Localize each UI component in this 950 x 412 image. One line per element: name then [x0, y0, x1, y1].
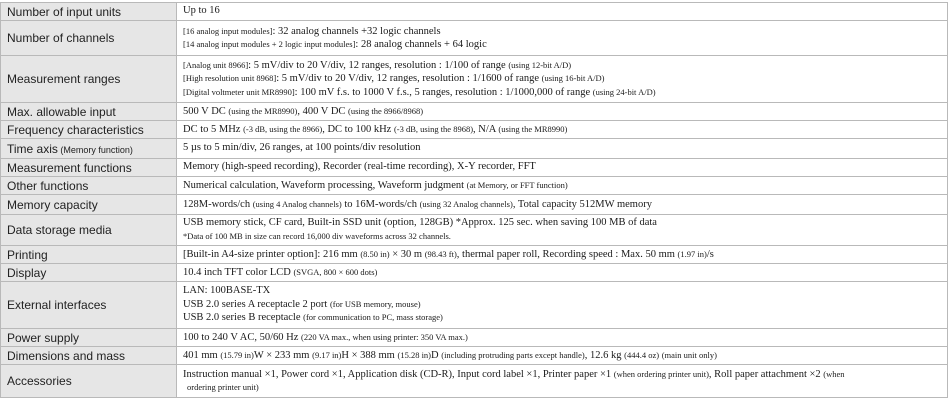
spec-value-line	[183, 349, 947, 363]
spec-value-text: 128M-words/ch	[183, 198, 253, 210]
spec-row-time-axis	[1, 139, 948, 159]
spec-value-line	[183, 230, 947, 244]
spec-value-line	[183, 72, 947, 86]
spec-label-display	[1, 264, 177, 282]
spec-label-text: Measurement ranges	[7, 72, 121, 86]
spec-label-time-axis	[1, 139, 177, 159]
spec-label-text: Time axis	[7, 141, 58, 156]
spec-value-note: [High resolution unit 8968]	[183, 73, 277, 84]
spec-value-line	[183, 142, 947, 155]
spec-value-number-of-input-units	[177, 3, 948, 21]
spec-value-text: : 5 mV/div to 20 V/div, 12 ranges, resolution : 1/1600 of range	[276, 73, 542, 85]
spec-value-line	[183, 368, 947, 382]
spec-value-data-storage-media	[177, 215, 948, 246]
spec-value-note: (using the MR8990)	[498, 123, 568, 134]
spec-value-text: : 100 mV f.s. to 1000 V f.s., 5 ranges, resolution : 1/1000,000 of range	[294, 86, 593, 98]
spec-label-external-interfaces	[1, 282, 177, 329]
spec-value-line	[183, 248, 947, 262]
spec-value-line	[183, 217, 947, 230]
spec-value-memory-capacity	[177, 195, 948, 215]
spec-row-number-of-input-units	[1, 3, 948, 21]
spec-label-other-functions	[1, 177, 177, 195]
spec-label-memory-capacity	[1, 195, 177, 215]
spec-label-dimensions-and-mass	[1, 347, 177, 365]
spec-value-text: Memory (high-speed recording), Recorder (real-time recording), X-Y recorder, FFT	[183, 161, 536, 173]
spec-label-text: Max. allowable input	[7, 104, 116, 119]
spec-label-text: Measurement functions	[7, 160, 132, 175]
spec-value-line	[183, 38, 947, 52]
spec-value-text: Up to 16	[183, 5, 220, 17]
spec-value-note: (15.28 in)	[397, 349, 432, 360]
spec-label-text: Printing	[7, 247, 48, 262]
spec-row-display	[1, 264, 948, 282]
spec-value-line	[183, 198, 947, 212]
spec-value-line	[183, 123, 947, 137]
spec-value-line	[183, 86, 947, 100]
spec-row-measurement-ranges	[1, 56, 948, 103]
spec-value-text: 100 to 240 V AC, 50/60 Hz	[183, 331, 302, 343]
spec-value-line	[183, 285, 947, 298]
spec-value-number-of-channels	[177, 21, 948, 56]
spec-value-measurement-functions	[177, 159, 948, 177]
spec-value-note: (main unit only)	[661, 349, 717, 360]
spec-value-note: *Data of 100 MB in size can record 16,000 div waveforms across 32 channels.	[183, 230, 451, 241]
spec-value-text: 10.4 inch TFT color LCD	[183, 266, 294, 278]
spec-label-power-supply	[1, 329, 177, 347]
spec-value-text: DC to 5 MHz	[183, 123, 244, 135]
spec-row-measurement-functions	[1, 159, 948, 177]
spec-value-text: , thermal paper roll, Recording speed : Max. 50 mm	[456, 248, 678, 260]
spec-value-line	[183, 59, 947, 73]
spec-value-note: (for communication to PC, mass storage)	[303, 312, 443, 323]
spec-value-note: (using 4 Analog channels)	[252, 198, 342, 209]
spec-value-line	[183, 179, 947, 193]
spec-value-text: , DC to 100 kHz	[322, 123, 394, 135]
spec-value-note: (at Memory, or FFT function)	[466, 179, 568, 190]
specifications-table	[0, 2, 948, 398]
spec-value-text: USB 2.0 series B receptacle	[183, 312, 304, 324]
spec-value-note: (98.43 ft)	[424, 248, 457, 259]
spec-value-note: (using 16-bit A/D)	[541, 73, 605, 84]
spec-row-external-interfaces	[1, 282, 948, 329]
spec-label-number-of-channels	[1, 21, 177, 56]
spec-value-note: (444.4 oz)	[624, 349, 660, 360]
spec-value-note: (1.97 in)	[677, 248, 707, 259]
spec-value-text: 5 µs to 5 min/div, 26 ranges, at 100 points/div resolution	[183, 142, 421, 154]
spec-value-text: Instruction manual ×1, Power cord ×1, Application disk (CD-R), Input cord label ×1, Printer paper ×1	[183, 368, 614, 380]
spec-row-max-allowable-input	[1, 103, 948, 121]
spec-label-text: Memory capacity	[7, 197, 98, 212]
spec-label-text: Display	[7, 265, 47, 280]
spec-value-text: [Built-in A4-size printer option]: 216 mm	[183, 248, 361, 260]
spec-row-other-functions	[1, 177, 948, 195]
spec-value-note: (SVGA, 800 × 600 dots)	[293, 266, 378, 277]
spec-value-text: , Total capacity 512MW memory	[512, 198, 652, 210]
spec-value-text: H × 388 mm	[341, 349, 398, 361]
spec-label-text: Dimensions and mass	[7, 348, 126, 363]
spec-label-subtext: (Memory function)	[57, 144, 133, 155]
spec-row-printing	[1, 246, 948, 264]
spec-value-text: , N/A	[473, 123, 499, 135]
spec-value-text: W × 233 mm	[253, 349, 313, 361]
spec-label-text: Frequency characteristics	[7, 122, 144, 137]
spec-value-text: , 400 V DC	[297, 105, 349, 117]
spec-value-note: (using the MR8990)	[228, 105, 298, 116]
spec-value-note: [16 analog input modules]	[183, 25, 273, 36]
spec-value-line	[183, 381, 947, 395]
spec-row-memory-capacity	[1, 195, 948, 215]
spec-label-text: External interfaces	[7, 298, 107, 312]
spec-value-other-functions	[177, 177, 948, 195]
spec-value-line	[183, 298, 947, 312]
spec-value-text: /s	[706, 248, 714, 260]
spec-label-measurement-functions	[1, 159, 177, 177]
spec-value-note: (using 32 Analog channels)	[419, 198, 513, 209]
spec-value-line	[183, 25, 947, 39]
spec-value-note: (15.79 in)	[220, 349, 254, 360]
spec-label-measurement-ranges	[1, 56, 177, 103]
spec-value-dimensions-and-mass	[177, 347, 948, 365]
spec-label-data-storage-media	[1, 215, 177, 246]
spec-value-note: [Digital voltmeter unit MR8990]	[183, 86, 295, 97]
spec-value-text: LAN: 100BASE-TX	[183, 285, 271, 297]
spec-value-text: : 5 mV/div to 20 V/div, 12 ranges, resolution : 1/100 of range	[248, 59, 509, 71]
spec-row-data-storage-media	[1, 215, 948, 246]
spec-value-note: (using the 8966/8968)	[348, 105, 424, 116]
spec-value-note: (8.50 in)	[360, 248, 390, 259]
spec-value-text: Numerical calculation, Waveform processing, Waveform judgment	[183, 179, 467, 191]
spec-value-note: [Analog unit 8966]	[183, 59, 249, 70]
spec-value-text: , Roll paper attachment ×2	[708, 368, 824, 380]
spec-value-external-interfaces	[177, 282, 948, 329]
spec-value-text: : 28 analog channels + 64 logic	[355, 39, 487, 50]
spec-value-text: USB memory stick, CF card, Built-in SSD unit (option, 128GB) *Approx. 125 sec. when saving 100 MB of data	[183, 217, 657, 228]
spec-value-note: (-3 dB, using the 8968)	[393, 123, 474, 134]
spec-value-note: (using 12-bit A/D)	[508, 59, 572, 70]
spec-value-time-axis	[177, 139, 948, 159]
spec-value-note: (-3 dB, using the 8966)	[243, 123, 323, 134]
spec-value-frequency-characteristics	[177, 121, 948, 139]
spec-value-note: [14 analog input modules + 2 logic input modules]	[183, 39, 356, 49]
spec-label-number-of-input-units	[1, 3, 177, 21]
spec-value-text: : 32 analog channels +32 logic channels	[272, 25, 441, 37]
spec-value-note: ordering printer unit)	[187, 382, 259, 392]
spec-value-line	[183, 5, 947, 18]
spec-value-text: D	[431, 349, 442, 361]
spec-value-note: (using 24-bit A/D)	[592, 86, 656, 97]
spec-label-text: Number of input units	[7, 4, 122, 19]
spec-value-printing	[177, 246, 948, 264]
spec-value-measurement-ranges	[177, 56, 948, 103]
spec-label-printing	[1, 246, 177, 264]
spec-value-line	[183, 105, 947, 119]
spec-value-text: × 30 m	[389, 248, 425, 260]
spec-label-text: Number of channels	[7, 31, 115, 45]
spec-value-note: (when	[823, 368, 845, 379]
spec-value-line	[183, 161, 947, 174]
spec-value-display	[177, 264, 948, 282]
spec-value-note: (including protruding parts except handle)	[441, 349, 585, 360]
spec-row-number-of-channels	[1, 21, 948, 56]
spec-value-line	[183, 331, 947, 345]
spec-row-accessories	[1, 365, 948, 398]
spec-value-note: (for USB memory, mouse)	[329, 298, 421, 309]
spec-label-max-allowable-input	[1, 103, 177, 121]
spec-row-power-supply	[1, 329, 948, 347]
spec-value-text: 401 mm	[183, 349, 221, 361]
spec-value-line	[183, 266, 947, 280]
spec-value-text: to 16M-words/ch	[341, 198, 420, 210]
spec-label-accessories	[1, 365, 177, 398]
spec-label-text: Data storage media	[7, 223, 112, 237]
spec-value-text: USB 2.0 series A receptacle 2 port	[183, 298, 330, 310]
spec-label-frequency-characteristics	[1, 121, 177, 139]
spec-value-note: (when ordering printer unit)	[613, 368, 709, 379]
spec-label-text: Other functions	[7, 178, 89, 193]
specifications-body	[1, 3, 948, 398]
spec-value-text: , 12.6 kg	[584, 349, 625, 361]
spec-label-text: Power supply	[7, 330, 80, 345]
spec-value-note: (220 VA max., when using printer: 350 VA max.)	[301, 331, 468, 342]
spec-value-power-supply	[177, 329, 948, 347]
spec-value-text: 500 V DC	[183, 105, 229, 117]
spec-value-max-allowable-input	[177, 103, 948, 121]
spec-value-line	[183, 311, 947, 325]
spec-row-dimensions-and-mass	[1, 347, 948, 365]
spec-value-note: (9.17 in)	[312, 349, 342, 360]
spec-value-accessories	[177, 365, 948, 398]
spec-label-text: Accessories	[7, 374, 72, 388]
spec-row-frequency-characteristics	[1, 121, 948, 139]
